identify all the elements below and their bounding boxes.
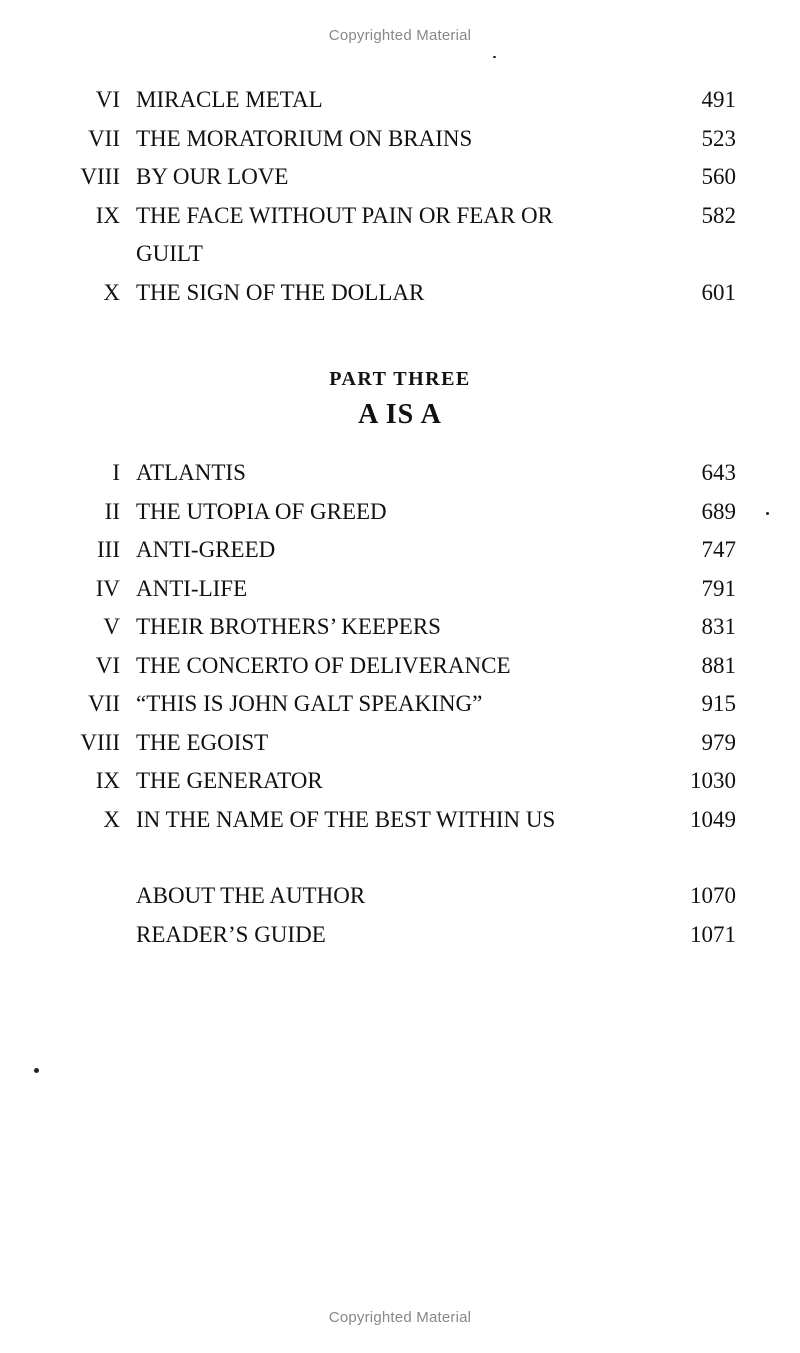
chapter-title: THE UTOPIA OF GREED bbox=[136, 498, 387, 524]
toc-entry[interactable] bbox=[0, 916, 800, 955]
chapter-number: VII bbox=[88, 125, 120, 151]
chapter-title: THE GENERATOR bbox=[136, 768, 323, 793]
toc-entry[interactable] bbox=[0, 647, 800, 686]
page-number: 582 bbox=[701, 202, 736, 228]
part-label: PART THREE bbox=[329, 368, 471, 390]
scan-speck bbox=[34, 1068, 39, 1073]
page-number: 523 bbox=[701, 125, 736, 151]
chapter-number: X bbox=[103, 806, 120, 832]
chapter-number: II bbox=[104, 498, 120, 524]
chapter-title: THE SIGN OF THE DOLLAR bbox=[136, 279, 425, 305]
toc-entry[interactable] bbox=[0, 81, 800, 120]
back-matter-title: READER’S GUIDE bbox=[136, 921, 326, 947]
page-number: 491 bbox=[701, 87, 736, 112]
page-number: 915 bbox=[701, 691, 736, 716]
chapter-title: MIRACLE METAL bbox=[136, 87, 323, 112]
chapter-title: BY OUR LOVE bbox=[136, 164, 289, 189]
toc-entry[interactable] bbox=[0, 493, 800, 532]
page-number: 1070 bbox=[690, 883, 736, 908]
toc-entry[interactable] bbox=[0, 608, 800, 647]
page-number: 831 bbox=[701, 614, 736, 639]
chapter-number: I bbox=[112, 460, 120, 485]
toc-back-matter-list bbox=[0, 877, 800, 954]
page-number: 1030 bbox=[690, 768, 736, 793]
chapter-title: THE EGOIST bbox=[136, 729, 269, 755]
scan-speck bbox=[493, 56, 496, 58]
toc-entry[interactable] bbox=[0, 274, 800, 313]
copyright-watermark-bottom: Copyrighted Material bbox=[328, 1309, 472, 1326]
toc-entry[interactable] bbox=[0, 801, 800, 840]
chapter-title: ATLANTIS bbox=[136, 460, 246, 485]
toc-entry[interactable] bbox=[0, 570, 800, 609]
chapter-title: THE MORATORIUM ON BRAINS bbox=[136, 125, 473, 151]
chapter-title: THEIR BROTHERS’ KEEPERS bbox=[136, 614, 441, 639]
toc-entry[interactable] bbox=[0, 158, 800, 197]
chapter-number: VIII bbox=[80, 729, 120, 755]
toc-part-three-list bbox=[0, 454, 800, 839]
chapter-number: IX bbox=[95, 768, 120, 793]
chapter-number: X bbox=[103, 279, 120, 305]
chapter-number: VIII bbox=[80, 164, 120, 189]
page-number: 881 bbox=[701, 652, 736, 678]
chapter-title: ANTI-LIFE bbox=[136, 575, 248, 601]
page-number: 601 bbox=[701, 279, 736, 305]
toc-entry[interactable] bbox=[0, 454, 800, 493]
page-number: 560 bbox=[701, 164, 736, 189]
page-number: 979 bbox=[701, 729, 736, 755]
toc-part-two-list bbox=[0, 81, 800, 312]
page-number: 791 bbox=[701, 575, 736, 601]
back-matter-title: ABOUT THE AUTHOR bbox=[136, 883, 366, 908]
toc-entry[interactable] bbox=[0, 197, 800, 274]
page-number: 643 bbox=[701, 460, 736, 485]
scan-speck bbox=[766, 512, 769, 515]
chapter-number: VII bbox=[88, 691, 120, 716]
part-title: A IS A bbox=[358, 399, 442, 430]
toc-entry[interactable] bbox=[0, 531, 800, 570]
toc-entry[interactable] bbox=[0, 877, 800, 916]
toc-entry[interactable] bbox=[0, 685, 800, 724]
page-number: 689 bbox=[701, 498, 736, 524]
chapter-title: THE FACE WITHOUT PAIN OR FEAR OR GUILT bbox=[136, 202, 554, 266]
page-number: 1071 bbox=[690, 921, 736, 947]
chapter-title: “THIS IS JOHN GALT SPEAKING” bbox=[136, 691, 483, 716]
toc-entry[interactable] bbox=[0, 762, 800, 801]
chapter-title: ANTI-GREED bbox=[136, 537, 276, 562]
chapter-number: IV bbox=[95, 575, 120, 601]
chapter-number: IX bbox=[95, 202, 120, 228]
chapter-number: V bbox=[103, 614, 120, 639]
page-number: 1049 bbox=[690, 806, 736, 832]
chapter-number: VI bbox=[95, 87, 120, 112]
chapter-title: IN THE NAME OF THE BEST WITHIN US bbox=[136, 806, 556, 832]
chapter-title: THE CONCERTO OF DELIVERANCE bbox=[136, 652, 511, 678]
page-number: 747 bbox=[701, 537, 736, 562]
chapter-number: VI bbox=[95, 652, 120, 678]
toc-entry[interactable] bbox=[0, 120, 800, 159]
toc-entry[interactable] bbox=[0, 724, 800, 763]
copyright-watermark-top: Copyrighted Material bbox=[328, 27, 472, 44]
chapter-number: III bbox=[97, 537, 120, 562]
